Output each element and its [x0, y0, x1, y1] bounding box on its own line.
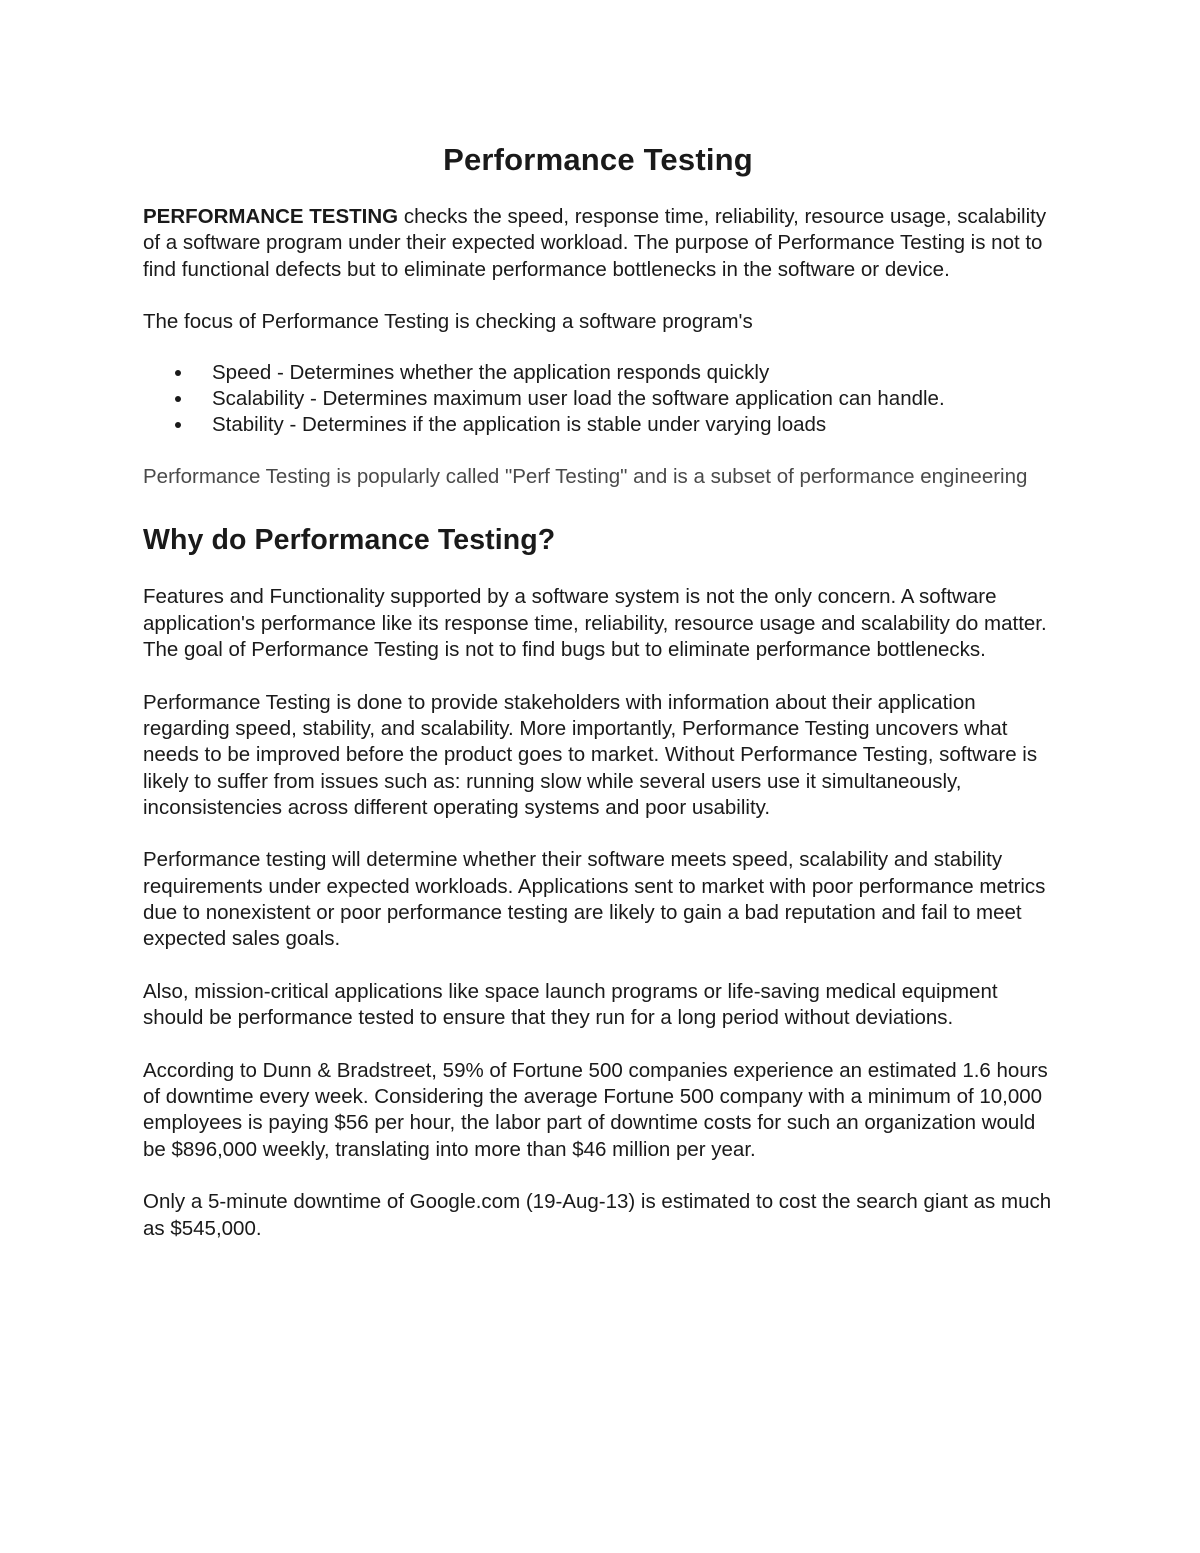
bullet-icon — [175, 370, 181, 376]
list-item — [143, 386, 1063, 412]
body-paragraph: Performance Testing is done to provide stakeholders with information about their application regarding speed, stability, and scalability. More importantly, Performance Testing uncovers what needs to be improved before the product goes to market. Without Performance Testing, software is likely to suffer from issues such as: running slow while several users use it simultaneously, inconsistencies across different operating systems and poor usability. — [143, 690, 1038, 819]
section-heading: Why do Performance Testing? — [143, 524, 556, 557]
list-item — [143, 360, 1063, 386]
focus-list — [143, 360, 1063, 438]
intro-paragraph — [143, 204, 1063, 283]
bullet-icon — [175, 422, 181, 428]
body-paragraph: Performance testing will determine whether their software meets speed, scalability and stability requirements under expected workloads. Applications sent to market with poor performance metrics due to nonexistent or poor performance testing are likely to gain a bad reputation and fail to meet expected sales goals. — [143, 848, 1046, 951]
body-paragraph: Only a 5-minute downtime of Google.com (19-Aug-13) is estimated to cost the search giant as much as $545,000. — [143, 1190, 1052, 1240]
list-item-text: Speed - Determines whether the application responds quickly — [212, 361, 770, 385]
bullet-icon — [175, 396, 181, 402]
intro-lead: PERFORMANCE TESTING — [143, 205, 399, 228]
perf-testing-paragraph: Performance Testing is popularly called "Perf Testing" and is a subset of performance engineering — [143, 465, 1028, 489]
page-title: Performance Testing — [443, 142, 753, 177]
body-paragraph: According to Dunn & Bradstreet, 59% of Fortune 500 companies experience an estimated 1.6 hours of downtime every week. Considering the average Fortune 500 company with a minimum of 10,000 employees is paying $56 per hour, the labor part of downtime costs for such an organization would be $896,000 weekly, translating into more than $46 million per year. — [143, 1058, 1048, 1161]
intro-text: checks the speed, response time, reliability, resource usage, scalability of a software program under their expected workload. The purpose of Performance Testing is not to find functional defects but to eliminate performance bottlenecks in the software or device. — [143, 205, 1047, 281]
document-content — [143, 138, 1063, 1242]
list-item — [143, 412, 1063, 438]
list-item-text: Scalability - Determines maximum user load the software application can handle. — [212, 387, 945, 411]
list-item-text: Stability - Determines if the application is stable under varying loads — [212, 413, 827, 437]
body-paragraph: Also, mission-critical applications like space launch programs or life-saving medical equipment should be performance tested to ensure that they run for a long period without deviations. — [143, 979, 998, 1030]
focus-paragraph: The focus of Performance Testing is checking a software program's — [143, 309, 753, 333]
body-paragraph: Features and Functionality supported by a software system is not the only concern. A software application's performance like its response time, reliability, resource usage and scalability do matter. The goal of Performance Testing is not to find bugs but to eliminate performance bottlenecks. — [143, 585, 1047, 662]
